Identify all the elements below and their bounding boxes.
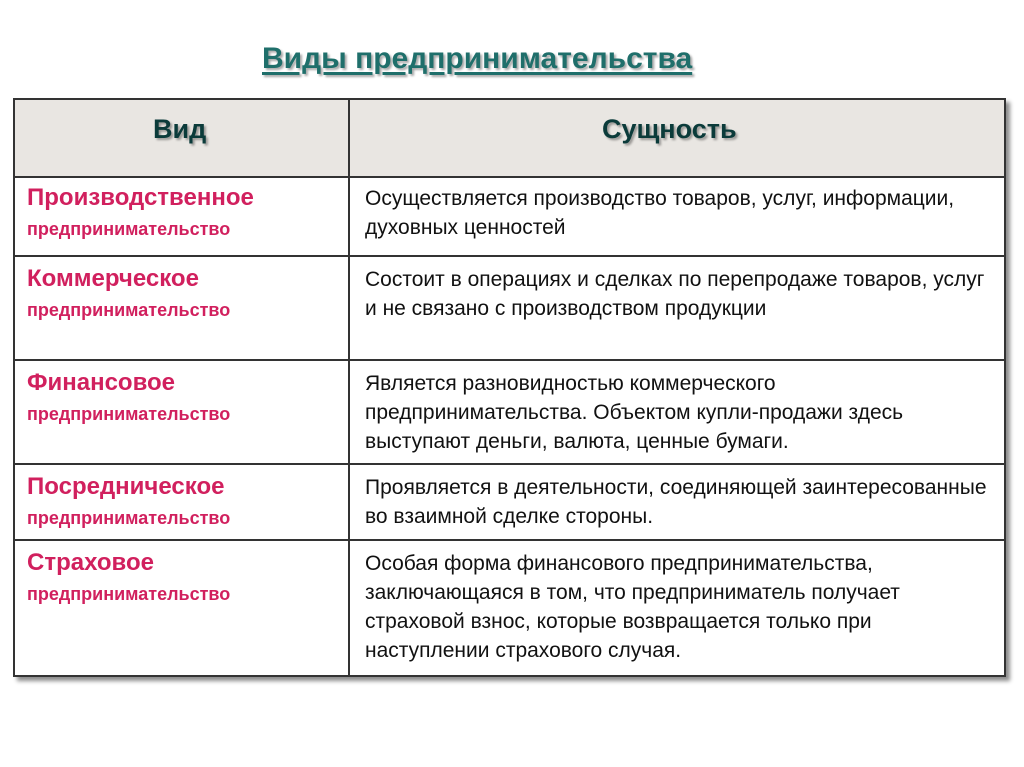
kind-label: Коммерческое: [27, 265, 199, 292]
kind-sublabel: предпринимательство: [27, 404, 231, 424]
table-row: [15, 257, 1004, 361]
essence-cell: Состоит в операциях и сделках по перепродаже товаров, услуг и не связано с производством продукции: [365, 268, 985, 320]
page-title: Виды предпринимательства: [262, 42, 693, 75]
column-divider: [348, 100, 350, 675]
kind-cell: [27, 367, 342, 429]
table-row: [15, 176, 1004, 257]
table-row: [15, 465, 1004, 541]
essence-cell: Проявляется в деятельности, соединяющей заинтересованные во взаимной сделке стороны.: [365, 476, 987, 528]
header-essence: Сущность: [602, 114, 737, 144]
kind-sublabel: предпринимательство: [27, 584, 231, 604]
kind-cell: [27, 263, 342, 325]
kind-label: Производственное: [27, 184, 254, 211]
kind-cell: [27, 471, 342, 533]
header-kind: Вид: [153, 114, 207, 144]
essence-cell: Является разновидностью коммерческого предпринимательства. Объектом купли-продажи здесь выступают деньги, валюта, ценные бумаги.: [365, 372, 904, 453]
kind-sublabel: предпринимательство: [27, 219, 231, 239]
kind-cell: [27, 182, 342, 244]
kind-sublabel: предпринимательство: [27, 508, 231, 528]
table-header: [15, 100, 1004, 178]
entrepreneurship-table: [13, 98, 1006, 677]
essence-cell: Осуществляется производство товаров, услуг, информации, духовных ценностей: [365, 187, 955, 239]
essence-cell: Особая форма финансового предпринимательства, заключающаяся в том, что предприниматель получает страховой взнос, которые возвращается только при наступлении страхового случая.: [365, 552, 900, 662]
kind-label: Страховое: [27, 549, 154, 576]
table-row: [15, 361, 1004, 465]
kind-label: Посредническое: [27, 473, 225, 500]
kind-sublabel: предпринимательство: [27, 300, 231, 320]
kind-label: Финансовое: [27, 369, 176, 396]
kind-cell: [27, 547, 342, 609]
table-row: [15, 541, 1004, 675]
